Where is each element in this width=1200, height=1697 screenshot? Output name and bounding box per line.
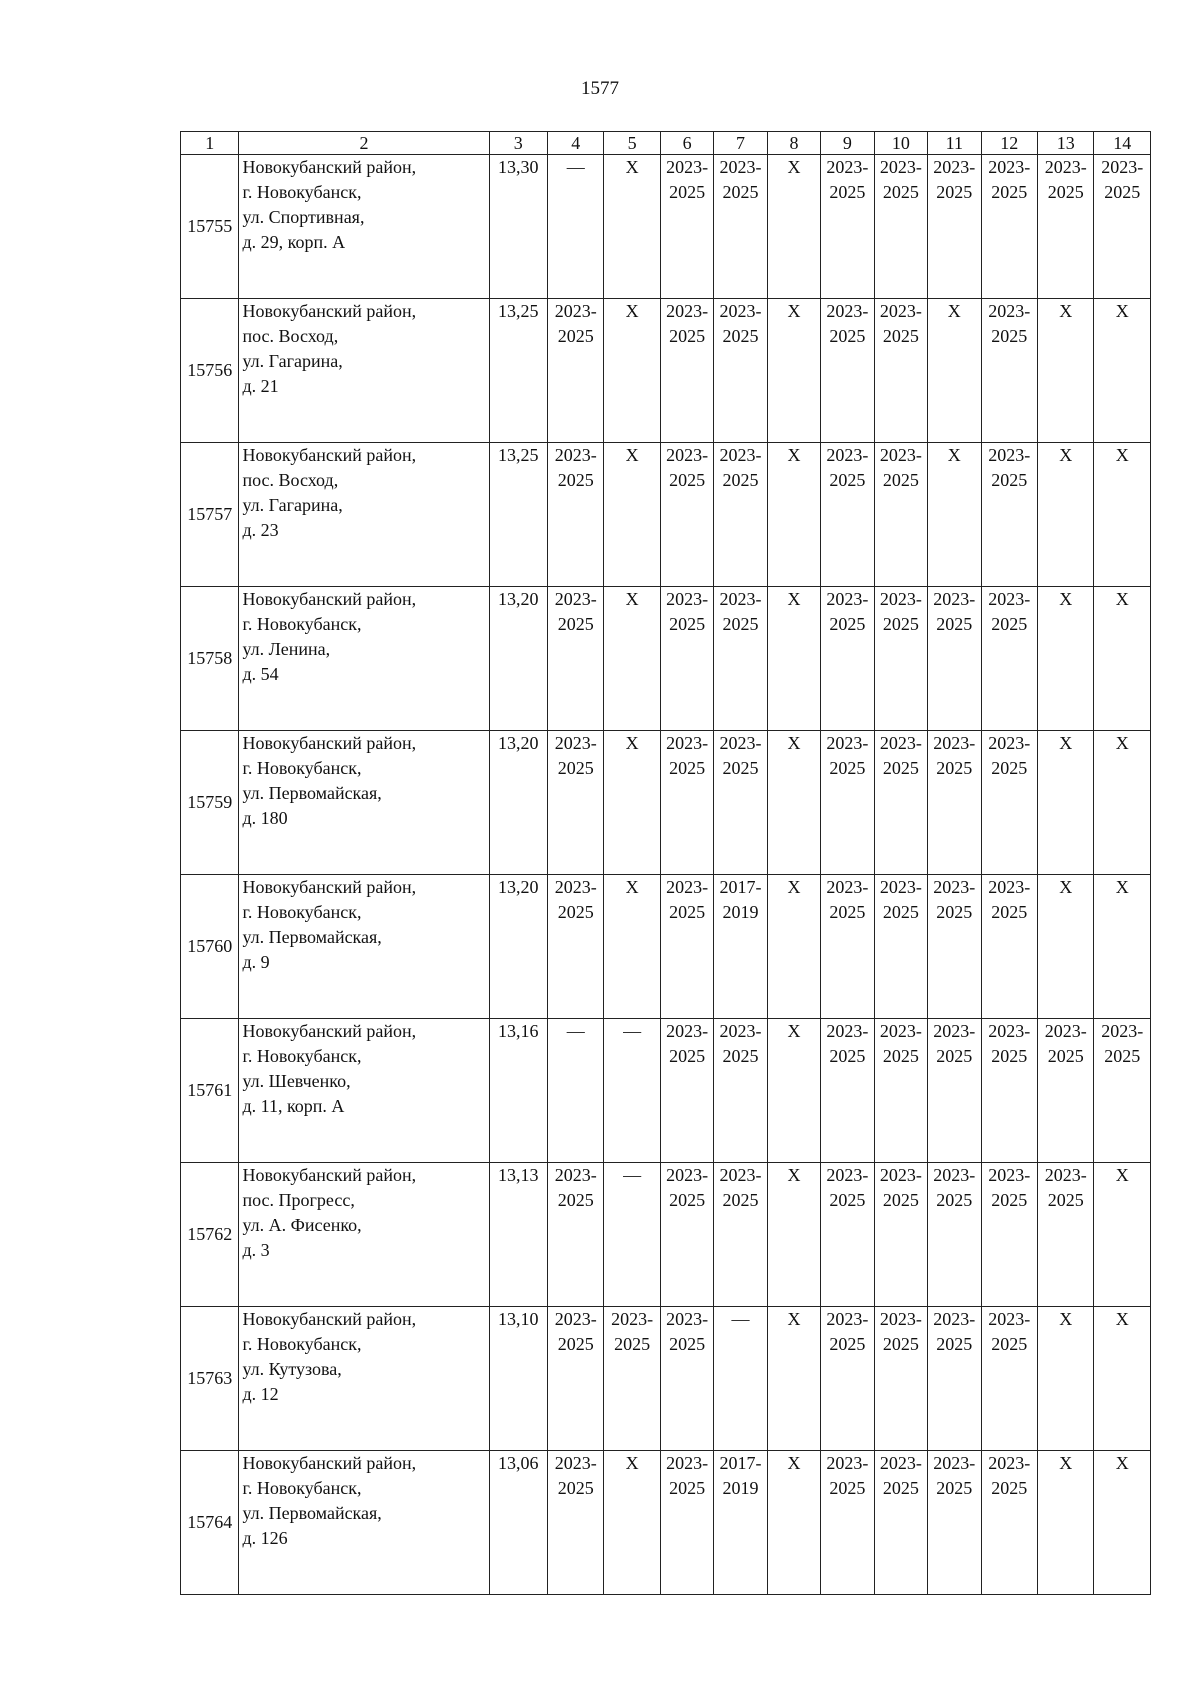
row-number: 15762 bbox=[181, 1163, 239, 1307]
period-cell: 2023- 2025 bbox=[660, 1019, 713, 1163]
address-line: Новокубанский район, bbox=[242, 1021, 417, 1041]
period-cell: 2023- 2025 bbox=[821, 587, 874, 731]
period-cell: Х bbox=[604, 155, 660, 299]
page-number: 1577 bbox=[581, 78, 619, 99]
address-cell bbox=[239, 155, 489, 299]
address-line: Новокубанский район, bbox=[242, 589, 417, 609]
period-cell: Х bbox=[1094, 587, 1151, 731]
period-cell: 2023- 2025 bbox=[821, 1163, 874, 1307]
table-row bbox=[181, 875, 1151, 1019]
period-cell: Х bbox=[1094, 1163, 1151, 1307]
address-line: ул. Ленина, bbox=[242, 639, 331, 659]
period-cell: 2023- 2025 bbox=[660, 443, 713, 587]
period-cell: 2023- 2025 bbox=[821, 731, 874, 875]
rate-cell: 13,16 bbox=[489, 1019, 547, 1163]
period-cell: 2023- 2025 bbox=[1094, 155, 1151, 299]
address-line: г. Новокубанск, bbox=[242, 1478, 362, 1498]
period-cell: Х bbox=[1094, 875, 1151, 1019]
table-row bbox=[181, 731, 1151, 875]
period-cell: 2023- 2025 bbox=[547, 587, 603, 731]
address-cell bbox=[239, 731, 489, 875]
period-cell: 2023- 2025 bbox=[547, 1307, 603, 1451]
column-header: 10 bbox=[874, 132, 927, 155]
address-line: ул. Гагарина, bbox=[242, 351, 343, 371]
period-cell: Х bbox=[767, 1019, 820, 1163]
address-line: Новокубанский район, bbox=[242, 1309, 417, 1329]
period-cell: Х bbox=[767, 1307, 820, 1451]
column-header: 3 bbox=[489, 132, 547, 155]
column-header: 8 bbox=[767, 132, 820, 155]
address-line: д. 23 bbox=[242, 520, 279, 540]
period-cell: 2023- 2025 bbox=[547, 731, 603, 875]
period-cell: 2023- 2025 bbox=[874, 731, 927, 875]
period-cell: 2023- 2025 bbox=[874, 875, 927, 1019]
table-row bbox=[181, 155, 1151, 299]
table-row bbox=[181, 1163, 1151, 1307]
period-cell: 2023- 2025 bbox=[660, 1451, 713, 1595]
period-cell: 2023- 2025 bbox=[714, 1019, 767, 1163]
address-line: Новокубанский район, bbox=[242, 1453, 417, 1473]
period-cell: 2023- 2025 bbox=[928, 1019, 981, 1163]
period-cell: 2023- 2025 bbox=[660, 731, 713, 875]
period-cell: 2023- 2025 bbox=[1037, 155, 1093, 299]
period-cell: 2023- 2025 bbox=[714, 443, 767, 587]
address-line: д. 9 bbox=[242, 952, 270, 972]
period-cell: Х bbox=[767, 587, 820, 731]
row-number: 15764 bbox=[181, 1451, 239, 1595]
table-row bbox=[181, 1451, 1151, 1595]
header-row bbox=[181, 132, 1151, 155]
period-cell: Х bbox=[767, 1451, 820, 1595]
period-cell: Х bbox=[1037, 731, 1093, 875]
period-cell: Х bbox=[1094, 1451, 1151, 1595]
row-number: 15758 bbox=[181, 587, 239, 731]
period-cell: Х bbox=[604, 731, 660, 875]
period-cell: 2023- 2025 bbox=[821, 155, 874, 299]
address-line: пос. Прогресс, bbox=[242, 1190, 355, 1210]
address-line: ул. А. Фисенко, bbox=[242, 1215, 362, 1235]
address-line: ул. Шевченко, bbox=[242, 1071, 351, 1091]
address-line: Новокубанский район, bbox=[242, 733, 417, 753]
address-line: Новокубанский район, bbox=[242, 445, 417, 465]
period-cell: Х bbox=[1037, 1307, 1093, 1451]
period-cell: 2023- 2025 bbox=[547, 1163, 603, 1307]
table-row bbox=[181, 443, 1151, 587]
table-row bbox=[181, 299, 1151, 443]
address-line: ул. Гагарина, bbox=[242, 495, 343, 515]
period-cell: Х bbox=[767, 443, 820, 587]
period-cell: 2023- 2025 bbox=[821, 1307, 874, 1451]
address-line: ул. Первомайская, bbox=[242, 1503, 382, 1523]
address-line: д. 29, корп. А bbox=[242, 232, 346, 252]
column-header: 14 bbox=[1094, 132, 1151, 155]
address-line: пос. Восход, bbox=[242, 326, 339, 346]
period-cell: 2023- 2025 bbox=[981, 731, 1037, 875]
column-header: 5 bbox=[604, 132, 660, 155]
period-cell: 2023- 2025 bbox=[1037, 1163, 1093, 1307]
period-cell: 2023- 2025 bbox=[928, 1307, 981, 1451]
period-cell: 2023- 2025 bbox=[660, 155, 713, 299]
period-cell: — bbox=[547, 1019, 603, 1163]
address-cell bbox=[239, 1019, 489, 1163]
address-line: д. 180 bbox=[242, 808, 288, 828]
period-cell: Х bbox=[604, 587, 660, 731]
period-cell: 2023- 2025 bbox=[981, 1019, 1037, 1163]
table-row bbox=[181, 1307, 1151, 1451]
address-cell bbox=[239, 875, 489, 1019]
rate-cell: 13,20 bbox=[489, 875, 547, 1019]
row-number: 15755 bbox=[181, 155, 239, 299]
address-line: ул. Спортивная, bbox=[242, 207, 365, 227]
rate-cell: 13,25 bbox=[489, 299, 547, 443]
period-cell: — bbox=[604, 1019, 660, 1163]
period-cell: 2023- 2025 bbox=[1037, 1019, 1093, 1163]
period-cell: 2023- 2025 bbox=[874, 299, 927, 443]
column-header: 7 bbox=[714, 132, 767, 155]
address-cell bbox=[239, 1163, 489, 1307]
period-cell: 2023- 2025 bbox=[874, 587, 927, 731]
period-cell: Х bbox=[1094, 1307, 1151, 1451]
period-cell: — bbox=[547, 155, 603, 299]
rate-cell: 13,20 bbox=[489, 587, 547, 731]
column-header: 1 bbox=[181, 132, 239, 155]
period-cell: 2023- 2025 bbox=[660, 1307, 713, 1451]
address-line: д. 3 bbox=[242, 1240, 270, 1260]
column-header: 11 bbox=[928, 132, 981, 155]
period-cell: Х bbox=[1037, 1451, 1093, 1595]
period-cell: 2017- 2019 bbox=[714, 1451, 767, 1595]
address-line: д. 12 bbox=[242, 1384, 279, 1404]
period-cell: 2023- 2025 bbox=[714, 1163, 767, 1307]
period-cell: 2023- 2025 bbox=[660, 299, 713, 443]
period-cell: Х bbox=[1094, 731, 1151, 875]
period-cell: 2023- 2025 bbox=[928, 1451, 981, 1595]
period-cell: 2023- 2025 bbox=[660, 1163, 713, 1307]
period-cell: 2023- 2025 bbox=[714, 731, 767, 875]
period-cell: 2023- 2025 bbox=[928, 875, 981, 1019]
period-cell: 2023- 2025 bbox=[1094, 1019, 1151, 1163]
period-cell: 2023- 2025 bbox=[928, 587, 981, 731]
address-line: д. 126 bbox=[242, 1528, 288, 1548]
period-cell: Х bbox=[767, 299, 820, 443]
address-line: Новокубанский район, bbox=[242, 877, 417, 897]
period-cell: Х bbox=[1037, 875, 1093, 1019]
row-number: 15761 bbox=[181, 1019, 239, 1163]
address-line: г. Новокубанск, bbox=[242, 614, 362, 634]
period-cell: Х bbox=[1094, 299, 1151, 443]
address-line: г. Новокубанск, bbox=[242, 182, 362, 202]
period-cell: 2023- 2025 bbox=[874, 443, 927, 587]
column-header: 4 bbox=[547, 132, 603, 155]
table-row bbox=[181, 587, 1151, 731]
address-line: Новокубанский район, bbox=[242, 301, 417, 321]
period-cell: 2023- 2025 bbox=[821, 875, 874, 1019]
period-cell: 2023- 2025 bbox=[981, 443, 1037, 587]
column-header: 2 bbox=[239, 132, 489, 155]
period-cell: Х bbox=[1094, 443, 1151, 587]
address-line: ул. Первомайская, bbox=[242, 927, 382, 947]
address-cell bbox=[239, 1451, 489, 1595]
address-line: г. Новокубанск, bbox=[242, 1046, 362, 1066]
rate-cell: 13,13 bbox=[489, 1163, 547, 1307]
address-line: Новокубанский район, bbox=[242, 1165, 417, 1185]
address-line: г. Новокубанск, bbox=[242, 902, 362, 922]
period-cell: 2023- 2025 bbox=[821, 443, 874, 587]
rate-cell: 13,10 bbox=[489, 1307, 547, 1451]
period-cell: 2023- 2025 bbox=[821, 1019, 874, 1163]
address-line: пос. Восход, bbox=[242, 470, 339, 490]
address-cell bbox=[239, 299, 489, 443]
row-number: 15757 bbox=[181, 443, 239, 587]
period-cell: 2023- 2025 bbox=[981, 587, 1037, 731]
period-cell: Х bbox=[1037, 299, 1093, 443]
period-cell: 2023- 2025 bbox=[874, 1307, 927, 1451]
address-cell bbox=[239, 443, 489, 587]
period-cell: Х bbox=[1037, 587, 1093, 731]
column-header: 12 bbox=[981, 132, 1037, 155]
period-cell: 2023- 2025 bbox=[874, 1451, 927, 1595]
period-cell: Х bbox=[928, 299, 981, 443]
period-cell: 2023- 2025 bbox=[874, 1019, 927, 1163]
address-cell bbox=[239, 1307, 489, 1451]
address-line: д. 11, корп. А bbox=[242, 1096, 345, 1116]
period-cell: 2023- 2025 bbox=[981, 1307, 1037, 1451]
address-line: г. Новокубанск, bbox=[242, 1334, 362, 1354]
rate-cell: 13,20 bbox=[489, 731, 547, 875]
period-cell: 2023- 2025 bbox=[981, 155, 1037, 299]
registry-table bbox=[180, 131, 1151, 1595]
address-line: Новокубанский район, bbox=[242, 157, 417, 177]
period-cell: 2023- 2025 bbox=[547, 875, 603, 1019]
period-cell: 2023- 2025 bbox=[928, 155, 981, 299]
column-header: 6 bbox=[660, 132, 713, 155]
row-number: 15756 bbox=[181, 299, 239, 443]
column-header: 13 bbox=[1037, 132, 1093, 155]
address-line: д. 21 bbox=[242, 376, 279, 396]
period-cell: Х bbox=[928, 443, 981, 587]
period-cell: Х bbox=[767, 155, 820, 299]
period-cell: Х bbox=[604, 299, 660, 443]
period-cell: 2023- 2025 bbox=[714, 299, 767, 443]
period-cell: 2023- 2025 bbox=[874, 1163, 927, 1307]
period-cell: Х bbox=[604, 875, 660, 1019]
period-cell: 2023- 2025 bbox=[928, 1163, 981, 1307]
address-line: д. 54 bbox=[242, 664, 279, 684]
period-cell: 2023- 2025 bbox=[874, 155, 927, 299]
row-number: 15760 bbox=[181, 875, 239, 1019]
period-cell: 2023- 2025 bbox=[714, 587, 767, 731]
rate-cell: 13,06 bbox=[489, 1451, 547, 1595]
period-cell: 2023- 2025 bbox=[821, 1451, 874, 1595]
rate-cell: 13,30 bbox=[489, 155, 547, 299]
period-cell: Х bbox=[767, 1163, 820, 1307]
period-cell: 2023- 2025 bbox=[714, 155, 767, 299]
table-row bbox=[181, 1019, 1151, 1163]
period-cell: Х bbox=[767, 875, 820, 1019]
table-body bbox=[181, 155, 1151, 1595]
address-line: ул. Первомайская, bbox=[242, 783, 382, 803]
address-cell bbox=[239, 587, 489, 731]
rate-cell: 13,25 bbox=[489, 443, 547, 587]
row-number: 15759 bbox=[181, 731, 239, 875]
period-cell: 2017- 2019 bbox=[714, 875, 767, 1019]
period-cell: Х bbox=[604, 443, 660, 587]
period-cell: 2023- 2025 bbox=[981, 1163, 1037, 1307]
column-header: 9 bbox=[821, 132, 874, 155]
period-cell: 2023- 2025 bbox=[547, 443, 603, 587]
period-cell: — bbox=[714, 1307, 767, 1451]
period-cell: 2023- 2025 bbox=[821, 299, 874, 443]
period-cell: 2023- 2025 bbox=[981, 299, 1037, 443]
address-line: г. Новокубанск, bbox=[242, 758, 362, 778]
address-line: ул. Кутузова, bbox=[242, 1359, 342, 1379]
period-cell: 2023- 2025 bbox=[660, 875, 713, 1019]
period-cell: 2023- 2025 bbox=[981, 875, 1037, 1019]
row-number: 15763 bbox=[181, 1307, 239, 1451]
period-cell: Х bbox=[767, 731, 820, 875]
period-cell: 2023- 2025 bbox=[981, 1451, 1037, 1595]
period-cell: 2023- 2025 bbox=[547, 1451, 603, 1595]
period-cell: Х bbox=[604, 1451, 660, 1595]
period-cell: 2023- 2025 bbox=[604, 1307, 660, 1451]
period-cell: 2023- 2025 bbox=[928, 731, 981, 875]
period-cell: — bbox=[604, 1163, 660, 1307]
period-cell: 2023- 2025 bbox=[547, 299, 603, 443]
period-cell: Х bbox=[1037, 443, 1093, 587]
period-cell: 2023- 2025 bbox=[660, 587, 713, 731]
